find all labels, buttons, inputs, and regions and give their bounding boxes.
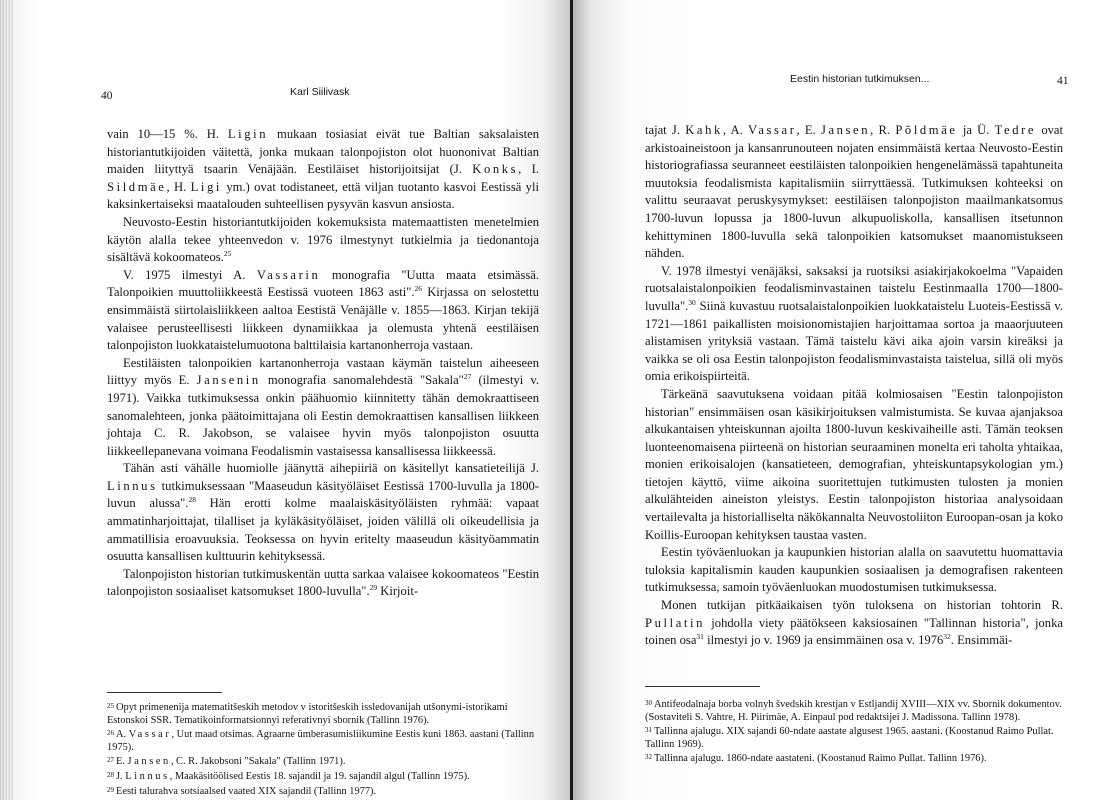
- spaced-name: Ligi: [190, 179, 222, 194]
- paragraph: [107, 267, 539, 355]
- footnote: [107, 784, 543, 799]
- footnotes: [645, 697, 1065, 766]
- footnote: [645, 697, 1065, 724]
- footnote-text: Eesti talurahva sotsiaalsed vaated XIX sajandil (Tallinn 1977).: [116, 785, 377, 797]
- text-run: Eestiläisten talonpoikien kartanonherroja vastaan käymän taistelun aiheeseen liittyy myös E.: [107, 355, 539, 388]
- footnote-number: 30: [645, 699, 652, 707]
- footnote-ref: 27: [463, 372, 472, 382]
- paragraph: [645, 263, 1063, 386]
- paragraph: [107, 214, 539, 267]
- footnote-text: Opyt primenenija matematitšeskih metodov v istoritšeskih issledovanijah utšonymi-istorikami Estonskoi SSR. Tematikoinformatsionnyi referativnyi sbornik (Tallinn 1976).: [107, 702, 508, 726]
- paragraph: [107, 566, 539, 601]
- text-run: , E.: [796, 123, 821, 137]
- text-run: tajat J.: [645, 123, 686, 137]
- text-run: . Ensimmäi-: [950, 633, 1013, 648]
- page-number: 40: [101, 90, 113, 102]
- paragraph: [107, 126, 539, 214]
- footnote-ref: 32: [943, 632, 951, 642]
- text-run: monografia "Uutta maata etsimässä. Talonpoikien muuttoliikkeestä Eestissä vuoteen 1863 asti".: [107, 267, 539, 300]
- spaced-name: Sildmäe: [107, 179, 167, 194]
- footnote-ref: 30: [688, 297, 696, 307]
- text-run: tutkimuksessaan "Maaseudun käsityöläiset Eestissä 1700-luvulla ja 1800-luvun alussa".: [107, 478, 539, 511]
- body-text: [107, 126, 539, 601]
- text-run: Tähän asti vähälle huomiolle jäänyttä aihepiiriä on käsitellyt kansatieteilijä J.: [123, 461, 539, 476]
- page-number: 41: [1057, 75, 1069, 87]
- footnote-number: 32: [645, 753, 652, 762]
- spaced-name: Kahk: [685, 123, 723, 137]
- footnote: [645, 724, 1065, 751]
- text-run: , H.: [166, 179, 191, 194]
- text-run: Eestin työväenluokan ja kaupunkien historian alalla on saavutettu huomattavia tuloksia kapitalismin kauden kaupunkien sosiaalisen ja demografisen rakenteen tutkimuksessa, samoin työväenluokan muodostumisen tutkimuksessa.: [645, 545, 1063, 595]
- spaced-name: Vassar: [748, 123, 797, 137]
- footnote-number: 25: [107, 702, 114, 710]
- footnote-rule: [645, 686, 760, 687]
- paragraph: [107, 355, 539, 461]
- text-run: A.: [116, 729, 129, 741]
- text-run: , C. R. Jakobsoni "Sakala" (Tallinn 1971).: [170, 756, 346, 768]
- text-run: , A.: [722, 123, 749, 137]
- spaced-name: Vassarin: [256, 267, 321, 282]
- spaced-name: Jansenin: [196, 373, 261, 388]
- footnote-ref: 25: [223, 249, 232, 259]
- footnote: [107, 727, 543, 754]
- footnote-ref: 29: [369, 583, 378, 593]
- footnote-number: 27: [107, 756, 114, 765]
- spaced-name: Pullatin: [645, 615, 705, 630]
- footnote-ref: 31: [696, 632, 704, 642]
- footnote-rule: [107, 692, 222, 693]
- text-run: ilmestyi jo v. 1969 ja ensimmäinen osa v. 1976: [703, 633, 944, 648]
- text-run: , R.: [870, 123, 896, 137]
- text-run: mukaan tosiasiat eivät tue Baltian saksalaisten historiantutkijoiden väitettä, jonka mukaan talonpojiston olot huononivat Baltian maiden liityttyä tsaarin Venäjään. Eestiläiset historijoitsijat (J.: [107, 127, 539, 177]
- spaced-name: Tedre: [994, 123, 1037, 137]
- spaced-name: Jansen: [127, 756, 171, 768]
- paragraph: [645, 386, 1063, 544]
- text-run: , Maakäsitöölised Eestis 18. sajandil ja 19. sajandil algul (Tallinn 1975).: [169, 770, 470, 782]
- text-run: ovat arkistoaineistoon ja kansanrunouteen nojaten ensimmäistä kertaa Neuvosto-Eestin historiografiassa seuranneet eestiläisten talonpoikien hengenelämässä tapahtuneita muutoksia feodalismista kapitalismiin siirryttäessä. Tutkimuksen kohteeksi on valittu seuraavat peruskysymykset: eestiläisen talonpojiston maailmankatsomus 1700-luvun lopussa ja 1800-luvun alkupuoliskolla, kansallisen itsetunnon kehittyminen 1800-luvulla sekä talonpoikien katsomukset maanomistukseen nähden.: [645, 123, 1064, 261]
- text-run: ja Ü.: [957, 123, 995, 137]
- text-run: johdolla viety päätökseen kaksiosainen "Tallinnan historia", jonka toinen osa: [645, 615, 1063, 648]
- paragraph: [645, 597, 1063, 650]
- paragraph: [645, 122, 1063, 263]
- text-run: J.: [116, 770, 126, 782]
- spaced-name: Linnus: [107, 478, 158, 493]
- footnote-ref: 28: [188, 495, 196, 505]
- spaced-name: Jansen: [820, 123, 871, 137]
- text-run: ym.) ovat todistaneet, että viljan tuotanto kasvoi Eestissä yli kaksinkertaiseksi maatalouden suhteellisen pysyvän kasvun ansiosta.: [107, 179, 539, 212]
- text-run: Kirjoit-: [377, 584, 419, 599]
- footnote: [107, 769, 543, 784]
- paragraph: [107, 460, 539, 566]
- right-page: [573, 0, 1100, 800]
- footnote-ref: 26: [414, 284, 423, 294]
- footnote-text: Tallinna ajalugu. 1860-ndate aastateni. (Koostanud Raimo Pullat. Tallinn 1976).: [654, 753, 987, 765]
- text-run: Kirjassa on selostettu ensimmäistä siirtolaisliikkeen aaltoa Eestistä Venäjälle v. 1855—1863. Kirjan tekijä valaisee perusteellisesti liikkeen dynamiikkaa ja olemusta yhtenä eestiläisen talonpojiston luokkataistelumuotona balttilaisia kartanonherroja vastaan.: [107, 285, 539, 353]
- text-run: Monen tutkijan pitkäaikaisen työn tuloksena on historian tohtorin R.: [661, 598, 1063, 613]
- text-run: Talonpojiston historian tutkimuskentän uutta sarkaa valaisee kokoomateos "Eestin talonpojiston sosiaaliset katsomukset 1800-luvulla".: [107, 566, 539, 599]
- running-head: Karl Siilivask: [290, 86, 350, 98]
- text-run: Tärkeänä saavutuksena voidaan pitää kolmiosaisen "Eestin talonpojiston historian" ensimmäisen osan käsikirjoituksen valmistumista. Se kuvaa ajanjaksoa alkukantaisen yhteiskunnan ajoilta 1800-luvun keskivaiheille asti. Tämän teoksen luonteenomaisena piirteenä on historian seuraaminen monelta eri taholta yhtaikaa, monien erikoisalojen (kansatieteen, demografian, yhteiskuntapsykologian ym.) tietojen käyttö, viime aikoina suoritettujen tutkimusten tulosten ja monien alkulähteiden aineiston yleistys. Eestin talonpojiston historiaa analysoidaan vertailevalta ja historialliselta näkökannalta Neuvostoliiton Euroopan-osan ja koko Koillis-Euroopan kehityksen taustaa vasten.: [645, 386, 1063, 542]
- spaced-name: Linnus: [125, 770, 170, 782]
- text-run: (ilmestyi v. 1971). Vaikka tutkimuksessa onkin päähuomio kiinnitetty tähän demokraattiseen sanomalehteen, jonka päätoimittajana oli Eestin demokraattisen kansallisen liikkeen johtaja C. R. Jakobson, se valaisee hyvin myös talonpojiston osuutta liikkeellepanevana voimana Feodalismin vastaisessa kansallisessa liikkeessä.: [107, 373, 539, 458]
- footnote-number: 26: [107, 729, 114, 738]
- text-run: Neuvosto-Eestin historiantutkijoiden kokemuksista matemaattisten menetelmien käytön alalla tekee yhteenvedon v. 1976 ilmestynyt tutkielmia ja tiedonantoja sisältävä kokoomateos.: [107, 214, 539, 265]
- text-run: Hän erotti kolme maalaiskäsityöläisten ryhmää: vapaat ammatinharjoittajat, tilalliset ja kyläkäsityöläiset, joiden välillä oli oikeudellisia ja ammatillisia eroavuuksia. Teoksessa on hyvin eritelty maaseudun käsityöammatin osuutta kansallisen kulttuurin kehityksessä.: [107, 496, 539, 564]
- text-run: , I.: [518, 162, 539, 177]
- spaced-name: Ligin: [227, 127, 269, 141]
- footnote-text: Tallinna ajalugu. XIX sajandi 60-ndate aastate algusest 1965. aastani. (Koostanud Raimo Pullat. Tallinn 1969).: [645, 726, 1054, 750]
- spaced-name: Põldmäe: [895, 123, 958, 137]
- text-run: monografia sanomalehdestä "Sakala": [260, 373, 464, 388]
- text-run: V. 1978 ilmestyi venäjäksi, saksaksi ja ruotsiksi asiakirjakokoelma "Vapaiden ruotsalaistalonpoikien feodalisminvastainen taistelu Eestinmaalla 1700—1800-luvulla".: [645, 263, 1063, 313]
- text-run: vain 10—15 %. H.: [107, 127, 228, 141]
- footnote-text: Antifeodalnaja borba volnyh švedskih krestjan v Estljandij XVIII—XIX vv. Sbornik dokumentov. (Sostaviteli S. Vahtre, H. Piirimäe, A. Einpaul pod redaktsijei J. Madissona. Tallinn 1978).: [645, 699, 1062, 723]
- footnote: [645, 751, 1065, 766]
- paragraph: [645, 544, 1063, 597]
- spaced-name: Vassar: [128, 729, 172, 741]
- footnote: [107, 754, 543, 769]
- page-edge-lines: [0, 0, 14, 800]
- footnotes: [107, 700, 543, 798]
- footnote-number: 29: [107, 785, 114, 794]
- text-run: , Uut maad otsimas. Agraarne ümberasumisliikumine Eestis kuni 1863. aastani (Tallinn 1975).: [107, 729, 535, 753]
- spaced-name: Konks: [472, 162, 519, 177]
- text-run: V. 1975 ilmestyi A.: [123, 267, 257, 282]
- body-text: [645, 122, 1063, 650]
- text-run: Siinä kuvastuu ruotsalaistalonpoikien luokkataistelu Luoteis-Eestissä v. 1721—1861 paikallisten moisionomistajien harjoittamaa sortoa ja maaorjuuteen alistamisen yrityksiä vastaan. Tämä taistelu kävi aika ajoin varsin kireäksi ja vaikka se oli osa Eestin talonpojiston feodalisminvastaista taistelua, sillä oli myös omia erikoispiirteitä.: [645, 298, 1063, 384]
- footnote: [107, 700, 543, 727]
- footnote-number: 31: [645, 726, 652, 735]
- footnote-number: 28: [107, 770, 114, 779]
- running-head: Eestin historian tutkimuksen...: [790, 73, 930, 85]
- text-run: E.: [116, 756, 128, 768]
